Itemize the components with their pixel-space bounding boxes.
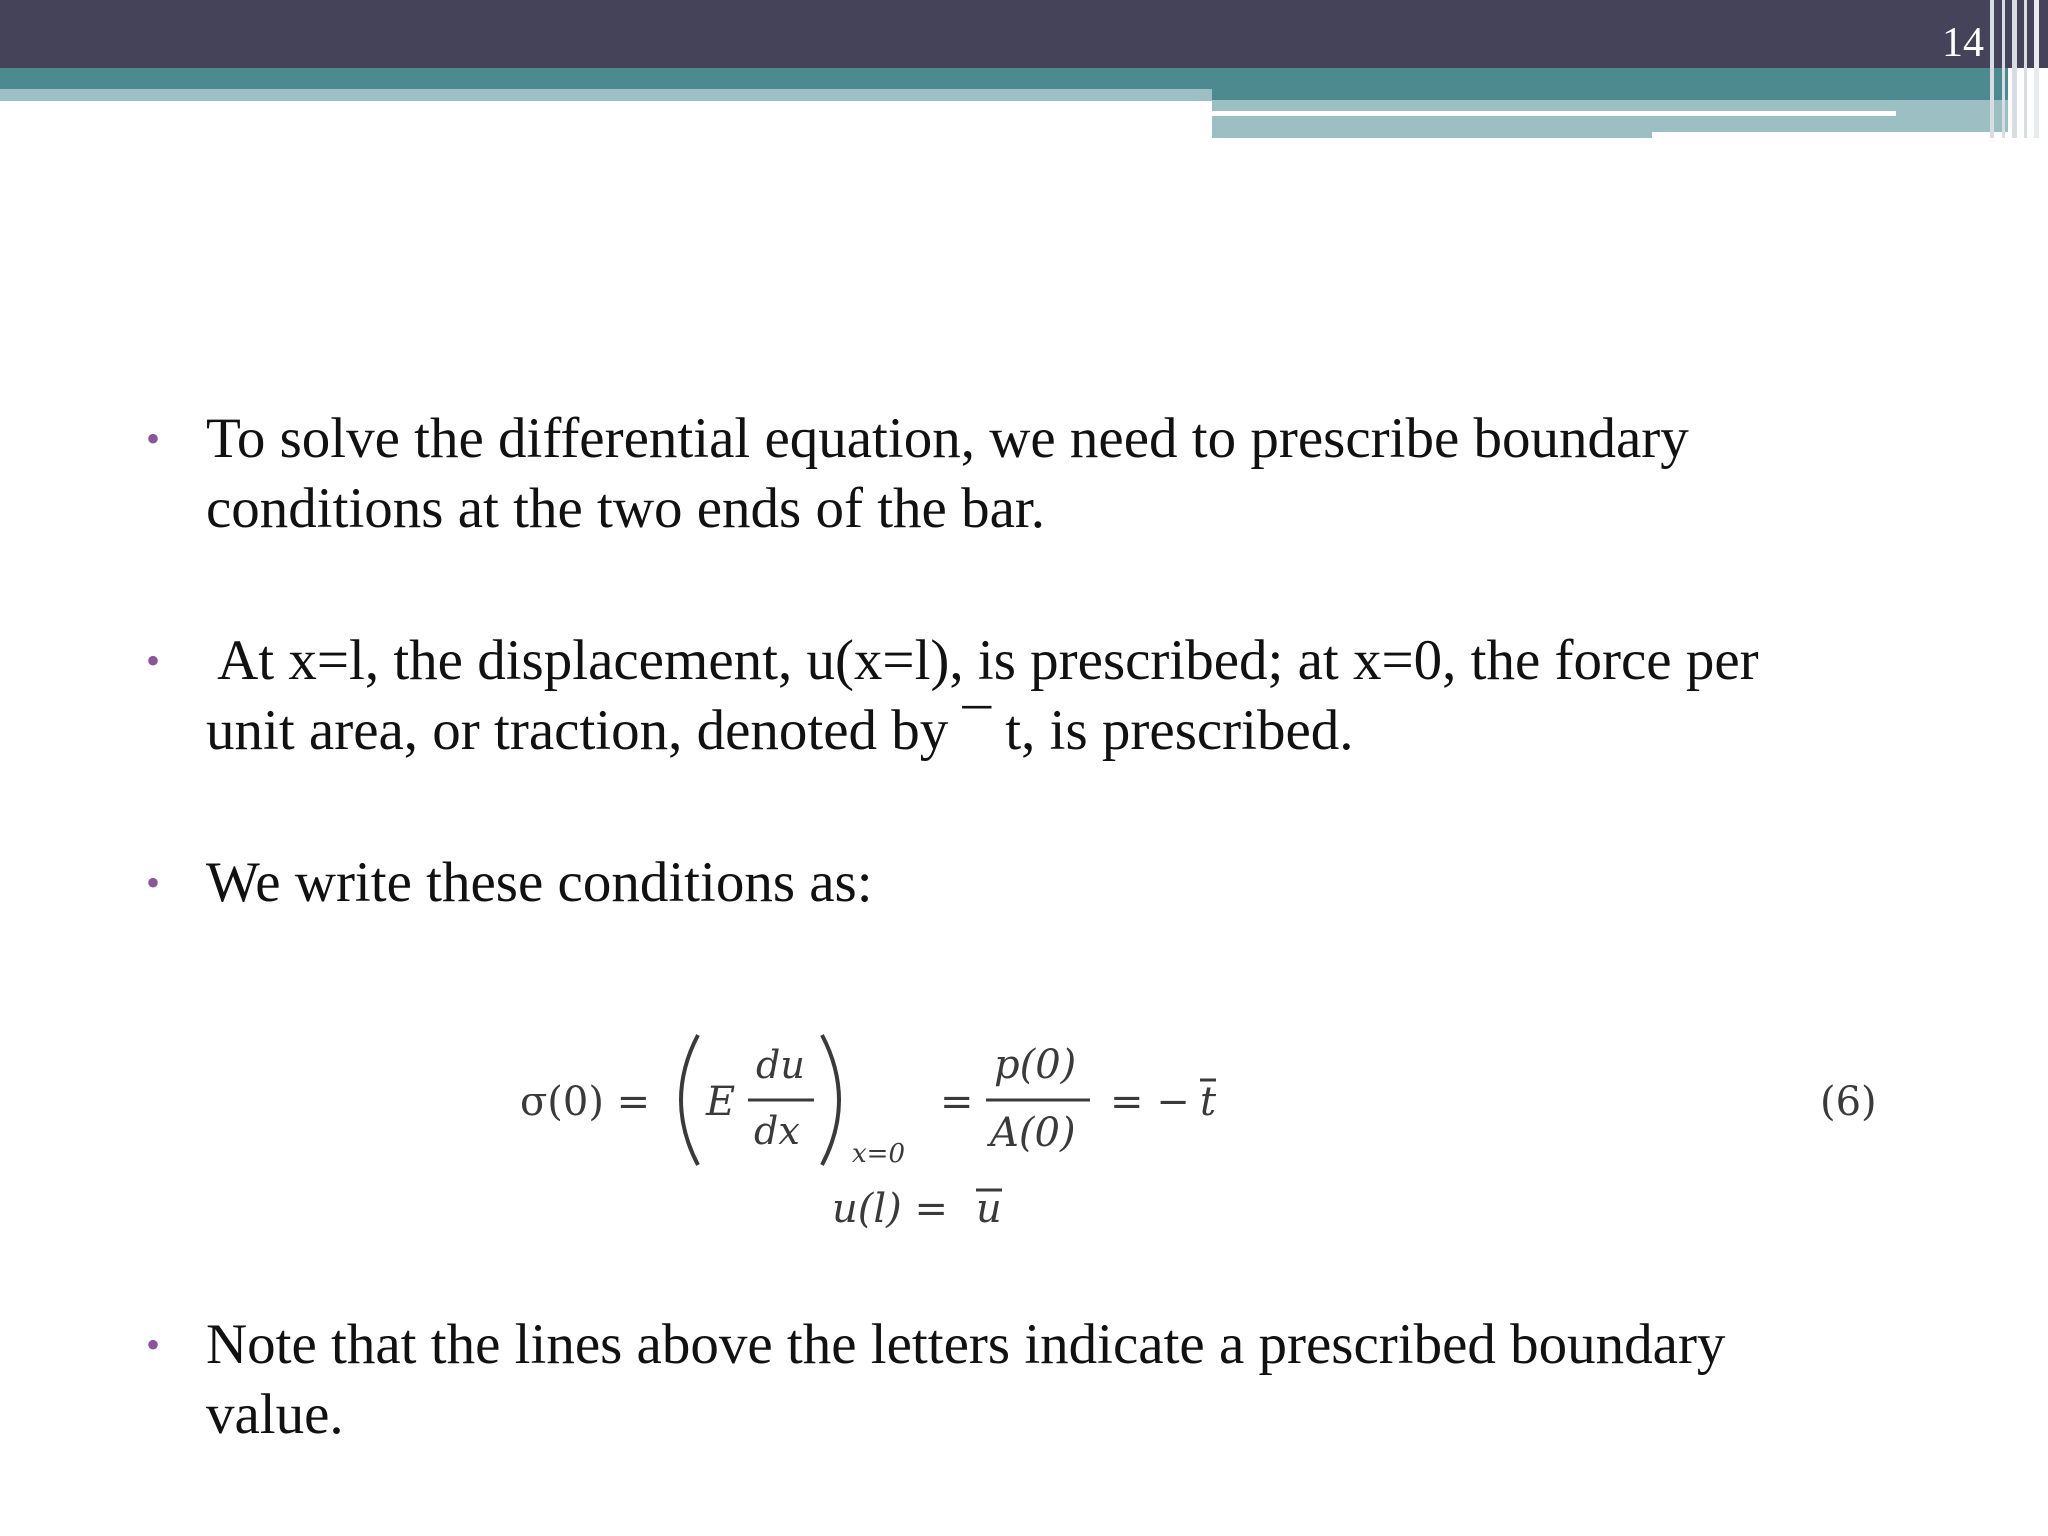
bullet-dot-icon: • — [146, 416, 161, 461]
eq-left-paren — [681, 1035, 698, 1165]
eq-E: E — [706, 1079, 736, 1125]
eq-u-l: u(l) = — [832, 1186, 948, 1232]
eq-du: du — [756, 1043, 805, 1087]
bullet-line: At x=l, the displacement, u(x=l), is prescribed; at x=0, the force per — [206, 629, 1759, 692]
bullet-line: To solve the differential equation, we need to prescribe boundary — [206, 407, 1689, 470]
eq-subscript: x=0 — [852, 1139, 905, 1169]
bullet-line: unit area, or traction, denoted by ¯ t, is prescribed. — [206, 699, 1354, 762]
eq-ubar: u — [976, 1186, 1002, 1232]
eq-A0: A(0) — [990, 1110, 1076, 1156]
bullet-text — [206, 1310, 2048, 1450]
eq-right-paren — [822, 1035, 839, 1165]
eq-dx: dx — [754, 1109, 800, 1153]
eq-equals-minus: = − — [1110, 1079, 1190, 1125]
eq-tbar: t — [1200, 1079, 1217, 1125]
bullet-line: value. — [206, 1383, 344, 1446]
bullet-dot-icon: • — [146, 860, 161, 905]
eq-equals: = — [940, 1079, 974, 1125]
bullet-line: Note that the lines above the letters indicate a prescribed boundary — [206, 1313, 1726, 1376]
eq-p0: p(0) — [994, 1042, 1077, 1088]
bullet-dot-icon: • — [146, 1322, 161, 1367]
eq-number: (6) — [1820, 1079, 1877, 1125]
slide-number: 14 — [1942, 20, 1984, 66]
bullet-dot-icon: • — [146, 638, 161, 683]
bullet-line: conditions at the two ends of the bar. — [206, 477, 1045, 540]
eq-sigma: σ(0) = — [520, 1079, 651, 1125]
bullet-line: We write these conditions as: — [206, 851, 873, 914]
